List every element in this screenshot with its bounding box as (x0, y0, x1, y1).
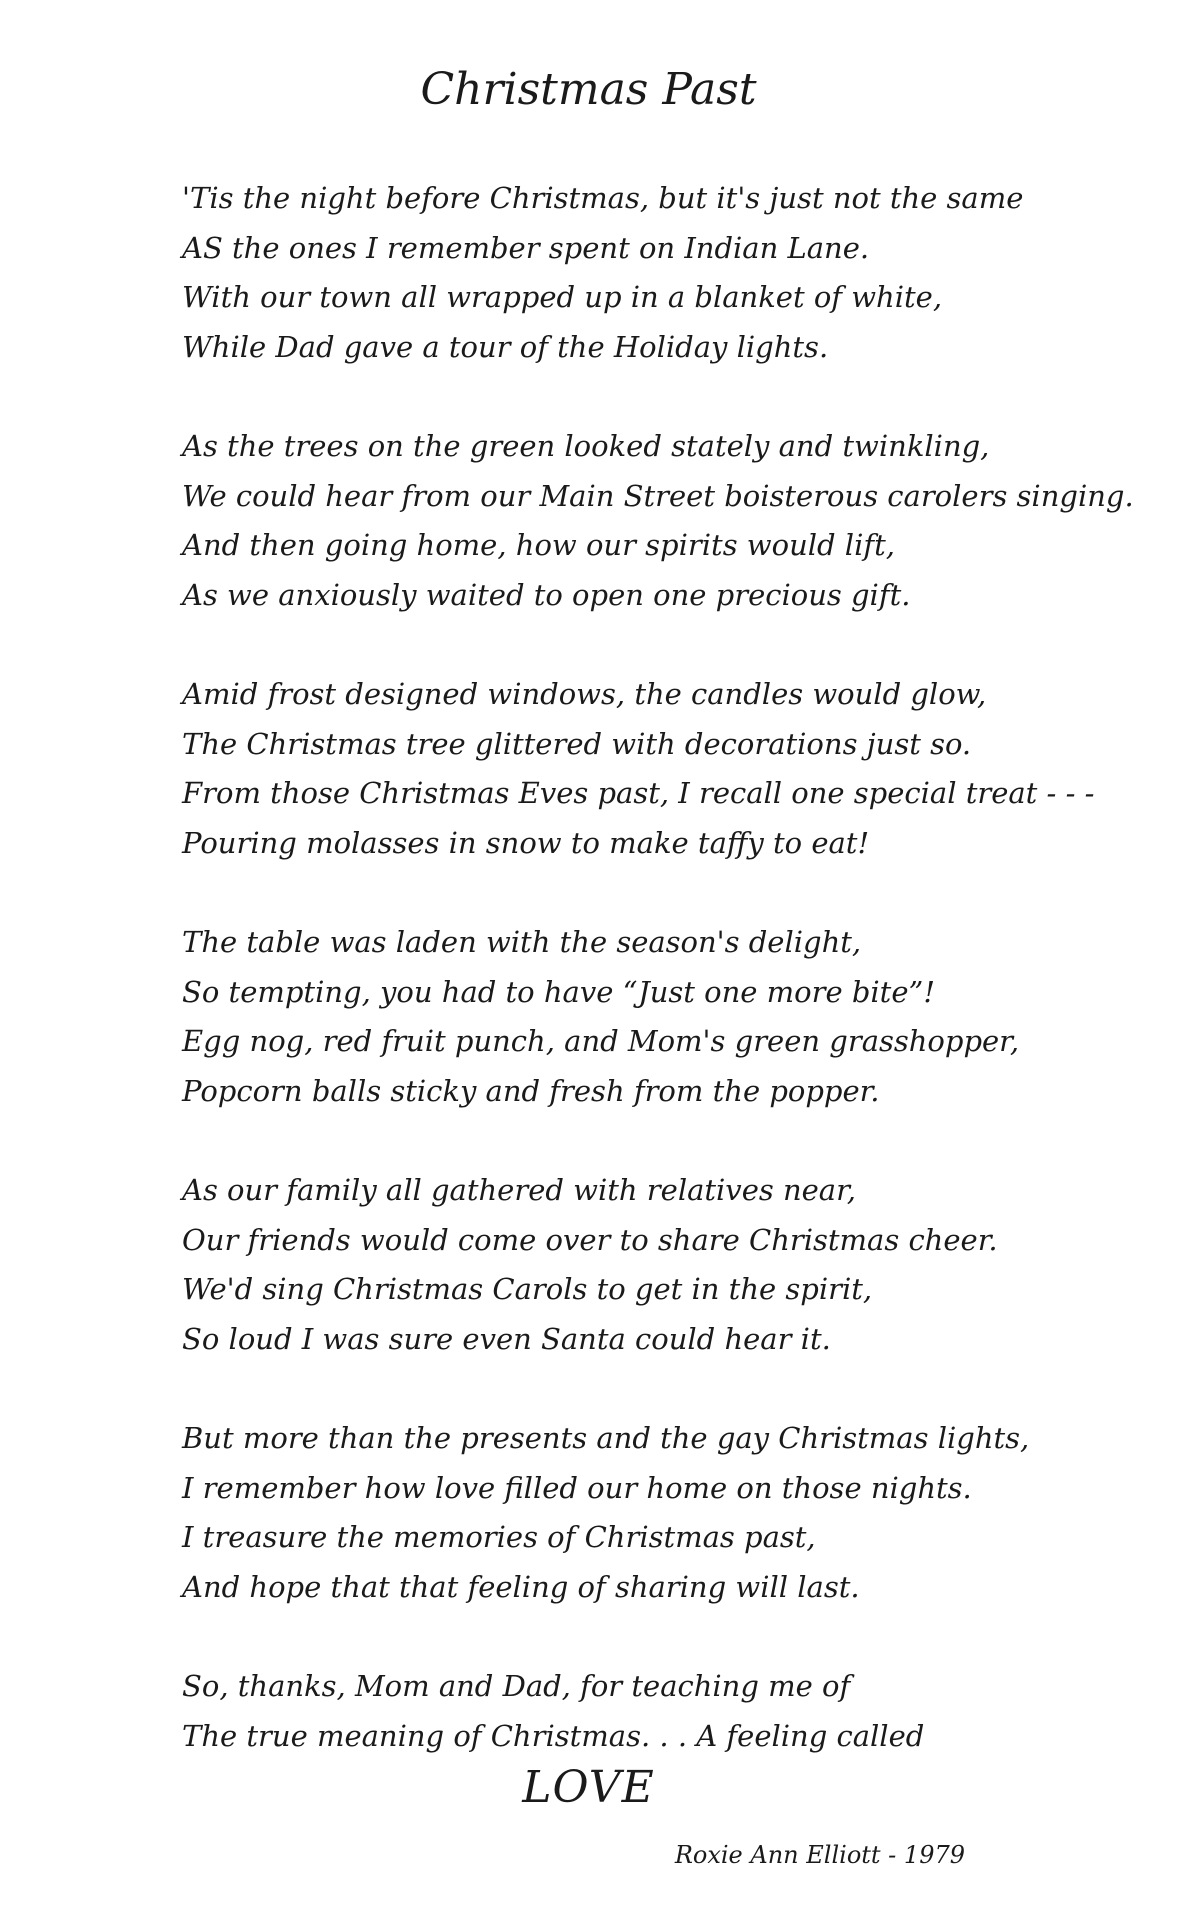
poem-line: We could hear from our Main Street boisterous carolers singing. (182, 478, 1134, 513)
poem-line: And hope that that feeling of sharing will last. (182, 1569, 860, 1604)
poem-line: We'd sing Christmas Carols to get in the spirit, (182, 1272, 873, 1306)
poem-line: With our town all wrapped up in a blanket of white, (182, 280, 943, 314)
poem-line: The true meaning of Christmas. . . A feeling called (182, 1718, 925, 1753)
poem-title: Christmas Past (420, 64, 757, 115)
poem-line: AS the ones I remember spent on Indian Lane. (182, 230, 870, 265)
poem-line: Egg nog, red fruit punch, and Mom's green grasshopper, (182, 1024, 1020, 1058)
stanza-3 (182, 670, 1095, 868)
poem-line: While Dad gave a tour of the Holiday lights. (182, 329, 829, 364)
poem-line: As the trees on the green looked stately and twinkling, (182, 429, 990, 463)
poem-line: The table was laden with the season's delight, (182, 925, 862, 959)
poem-line: Popcorn balls sticky and fresh from the popper. (182, 1073, 880, 1108)
stanza-6 (182, 1414, 1082, 1612)
poem-line: As our family all gathered with relatives near, (182, 1173, 856, 1207)
stanza-2 (182, 422, 1134, 620)
poem-line: As we anxiously waited to open one precious gift. (182, 577, 911, 612)
closing-word: LOVE (522, 1762, 655, 1813)
poem-line: Amid frost designed windows, the candles would glow, (182, 677, 987, 711)
stanza-7 (182, 1662, 1082, 1761)
stanza-5 (182, 1166, 1082, 1364)
poem-line: From those Christmas Eves past, I recall one special treat - - - (182, 776, 1095, 810)
poem-line: So, thanks, Mom and Dad, for teaching me of (182, 1669, 851, 1703)
poem-line: 'Tis the night before Christmas, but it's just not the same (182, 181, 1024, 215)
poem-line: The Christmas tree glittered with decorations just so. (182, 726, 972, 761)
author-signature: Roxie Ann Elliott - 1979 (674, 1841, 965, 1869)
poem-line: But more than the presents and the gay Christmas lights, (182, 1421, 1030, 1455)
stanza-4 (182, 918, 1082, 1116)
poem-body (182, 174, 1134, 1811)
poem-line: So loud I was sure even Santa could hear it. (182, 1321, 831, 1356)
poem-line: Pouring molasses in snow to make taffy to eat! (182, 825, 870, 860)
poem-line: Our friends would come over to share Christmas cheer. (182, 1222, 998, 1257)
poem-line: So tempting, you had to have “Just one more bite”! (182, 974, 935, 1009)
poem-line: I remember how love filled our home on those nights. (182, 1470, 972, 1505)
poem-line: And then going home, how our spirits would lift, (182, 528, 895, 562)
poem-line: I treasure the memories of Christmas past, (182, 1520, 816, 1554)
stanza-1 (182, 174, 1082, 372)
